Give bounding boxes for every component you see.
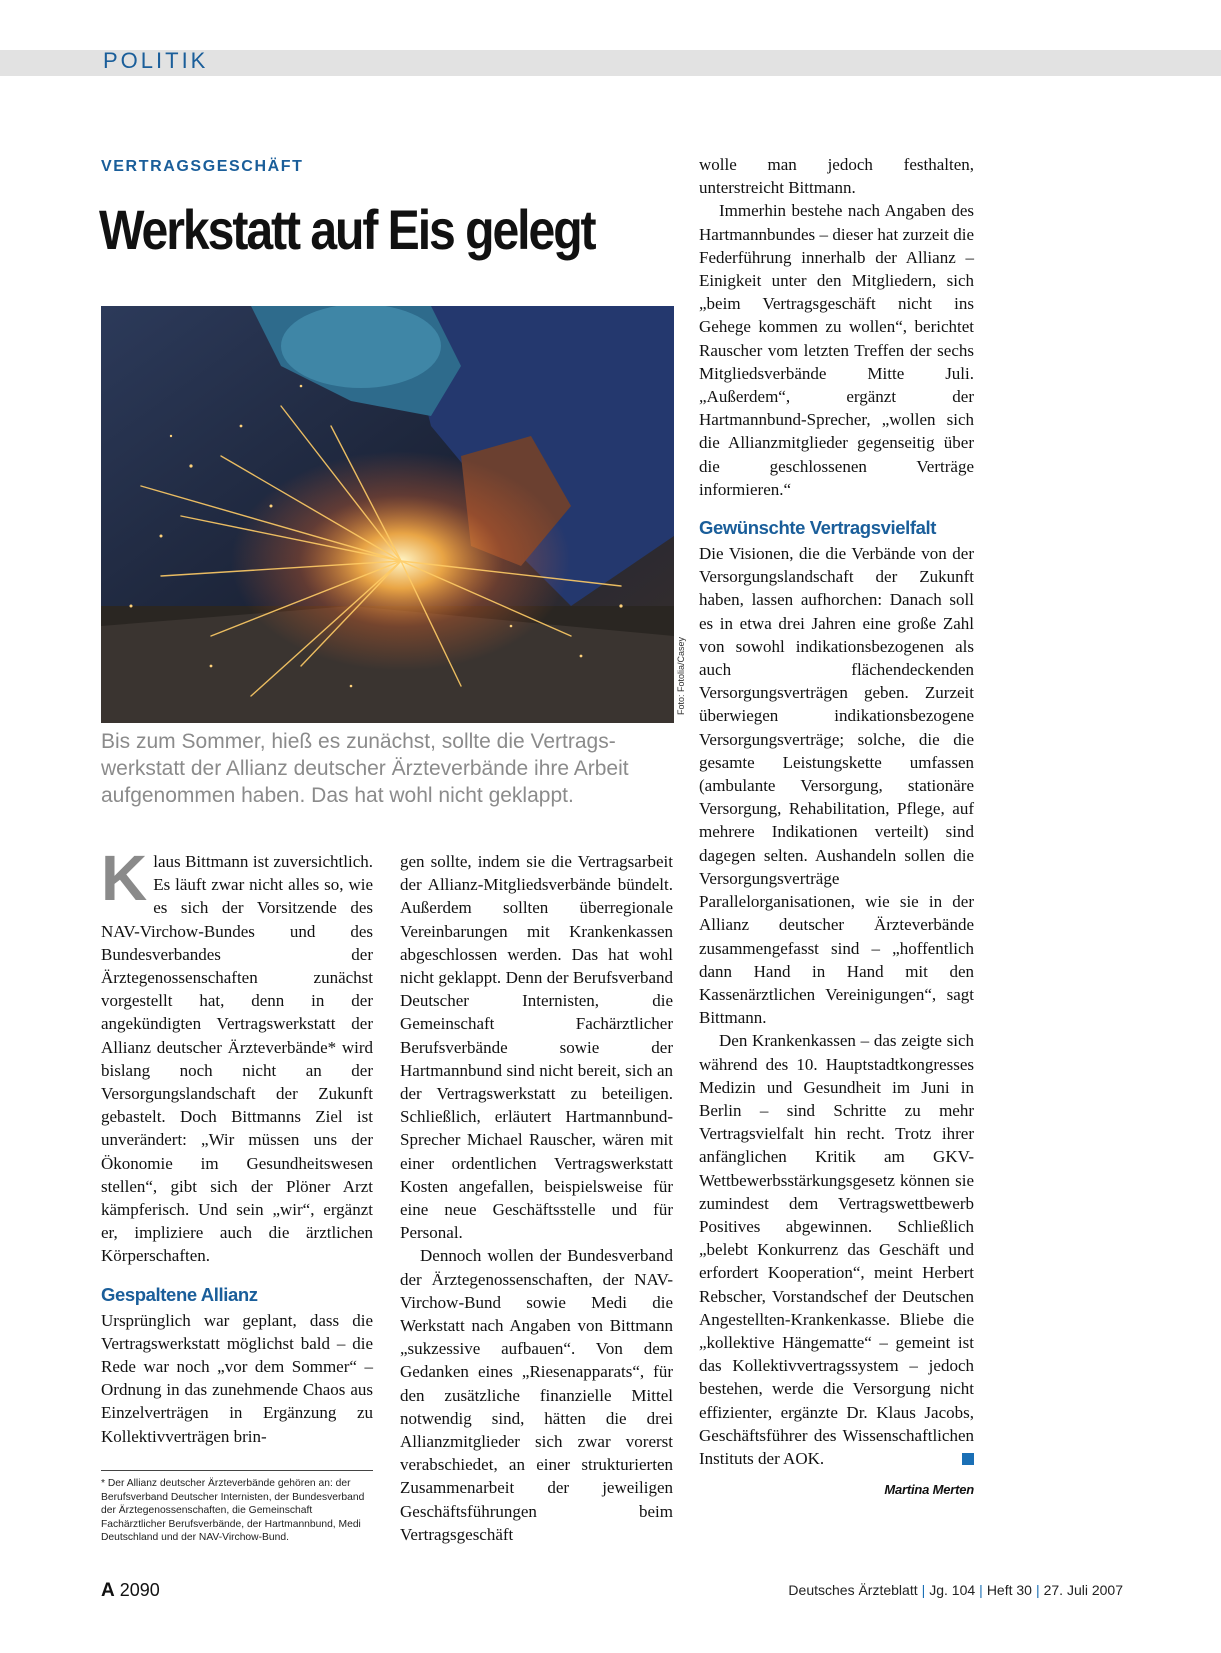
journal-issue: Heft 30 <box>986 1582 1032 1598</box>
article-photo <box>101 306 674 723</box>
photo-credit: Foto: Fotolia/Casey <box>676 636 686 715</box>
paragraph-text: Den Krankenkassen – das zeigte sich während des 10. Hauptstadtkongresses Medizin und Gesundheit im Juni in Berlin – sind Schritte zu mehr Vertragsvielfalt hin recht. Trotz ihrer anfänglichen Kritik am GKV-Wettbewerbsstärkungsgesetz können sie zumindest dem Vertragswettbewerb Positives abgewinnen. Schließlich „belebt Konkurrenz das Geschäft und erfordert Kooperation“, meint Herbert Rebscher, Vorstandschef der Deutschen Angestellten-Krankenkasse. Bliebe die „kollektive Hängematte“ – gemeint ist das Kollektivvertragssystem – jedoch bestehen, werde die Versorgung nicht effizienter, ergänzte Dr. Klaus Jacobs, Geschäftsführer des Wissenschaftlichen Instituts der AOK. <box>699 1031 974 1468</box>
journal-name: Deutsches Ärzteblatt <box>788 1582 918 1598</box>
article-paragraph: Immerhin bestehe nach Angaben des Hartmannbundes – dieser hat zurzeit die Federführung innerhalb der Allianz – Einigkeit unter den Mitgliedern, sich „beim Vertragsgeschäft nicht ins Gehege kommen zu wollen“, berichtet Rauscher vom letzten Treffen der sechs Mitgliedsverbände Mitte Juli. „Außerdem“, ergänzt der Hartmannbund-Sprecher, „wollen sich die Allianzmitglieder gegenseitig über die geschlossenen Verträge informieren.“ <box>699 201 974 499</box>
footnote: * Der Allianz deutscher Ärzteverbände gehören an: der Berufsverband Deutscher Internisten, der Bundesverband der Ärztegenossenschaften, die Gemeinschaft Fachärztlicher Berufsverbände, der Hartmannbund, Medi Deutschland und der NAV-Virchow-Bund. <box>101 1470 373 1545</box>
journal-volume: Jg. 104 <box>929 1582 976 1598</box>
article-paragraph: gen sollte, indem sie die Vertragsarbeit der Allianz-Mitgliedsverbände bündelt. Außerdem sollten überregionale Vereinbarungen mit Krankenkassen abgeschlossen werden. Das hat wohl nicht geklappt. Denn der Berufsverband Deutscher Internisten, die Gemeinschaft Fachärztlicher Berufsverbände sowie der Hartmannbund sind nicht bereit, sich an der Vertragswerkstatt zu beteiligen. Schließlich, erläutert Hartmannbund-Sprecher Michael Rauscher, wären mit einer ordentlichen Vertragswerkstatt Kosten angefallen, beispielsweise für eine neue Geschäftsstelle und für Personal. <box>400 852 673 1243</box>
article-paragraph: Dennoch wollen der Bundesverband der Ärztegenossenschaften, der NAV-Virchow-Bund sowie Medi die Werkstatt nach Angaben von Bittmann „sukzessive aufbauen“. Von dem Gedanken eines „Riesenapparats“, für den zusätzliche finanzielle Mittel notwendig sind, hätten die drei Allianzmitglieder sich zwar vorerst verabschiedet, an einer strukturierten Zusammenarbeit der jeweiligen Geschäftsführungen beim Vertragsgeschäft <box>400 1246 673 1544</box>
article-paragraph <box>699 1029 974 1470</box>
article-headline: Werkstatt auf Eis gelegt <box>99 198 595 261</box>
article-column-1 <box>101 842 373 1448</box>
separator: | <box>921 1582 926 1598</box>
drop-cap: K <box>101 842 148 914</box>
article-paragraph: Ursprünglich war geplant, dass die Vertragswerkstatt möglichst bald – die Rede war noch „vor dem Sommer“ – Ordnung in das zunehmende Chaos aus Einzelverträgen in Ergänzung zu Kollektivverträgen brin- <box>101 1310 373 1446</box>
journal-date: 27. Juli 2007 <box>1043 1582 1123 1598</box>
article-column-2 <box>400 850 673 1546</box>
subheading: Gewünschte Vertragsvielfalt <box>699 517 936 539</box>
paragraph-text: laus Bittmann ist zuversichtlich. Es läuft zwar nicht alles so, wie es sich der Vorsitzende des NAV-Virchow-Bundes und des Bundesverbandes der Ärztegenossenschaften zunächst vorgestellt hat, denn in der angekündigten Vertragswerkstatt der Allianz deutscher Ärzteverbände* wird bislang noch nicht an der Versorgungslandschaft der Zukunft gebastelt. Doch Bittmanns Ziel ist unverändert: „Wir müssen uns der Ökonomie im Gesundheitswesen stellen“, gibt sich der Plöner Arzt kämpferisch. Und sein „wir“, ergänzt er, impliziere auch die ärztlichen Körperschaften. <box>101 852 373 1266</box>
photo-caption: Bis zum Sommer, hieß es zunächst, sollte die Vertrags-werkstatt der Allianz deutscher Ärzteverbände ihre Arbeit aufgenommen haben. Das hat wohl nicht geklappt. <box>101 730 629 807</box>
section-label: POLITIK <box>103 48 209 73</box>
article-paragraph: Die Visionen, die die Verbände von der Versorgungslandschaft der Zukunft haben, lassen aufhorchen: Danach soll es in etwa drei Jahren eine große Zahl von sowohl indikationsbezogenen als auch flächendeckenden Versorgungsverträgen geben. Zurzeit überwiegen indikationsbezogene Versorgungsverträge; solche, die die gesamte Leistungskette umfassen (ambulante Versorgung, stationäre Versorgung, Rehabilitation, Pflege, auf mehrere Indikationen verteilt) sind dagegen selten. Aushandeln sollen die Versorgungsverträge Parallelorganisationen, wie sie in der Allianz deutscher Ärzteverbände zusammengefasst sind – „hoffentlich dann Hand in Hand mit den Kassenärztlichen Vereinigungen“, sagt Bittmann. <box>699 544 974 1028</box>
article-kicker: VERTRAGSGESCHÄFT <box>101 158 304 175</box>
article-column-3 <box>699 153 974 1501</box>
end-mark-icon <box>962 1453 974 1465</box>
subheading: Gespaltene Allianz <box>101 1283 258 1305</box>
separator: | <box>979 1582 983 1598</box>
article-paragraph <box>101 842 373 1268</box>
page-number-value: 2090 <box>119 1580 160 1600</box>
journal-footer <box>788 1582 1123 1598</box>
page-number <box>101 1580 160 1602</box>
separator: | <box>1035 1582 1040 1598</box>
page-letter: A <box>101 1580 115 1601</box>
author-byline: Martina Merten <box>884 1482 974 1498</box>
article-paragraph: wolle man jedoch festhalten, unterstreicht Bittmann. <box>699 155 974 198</box>
